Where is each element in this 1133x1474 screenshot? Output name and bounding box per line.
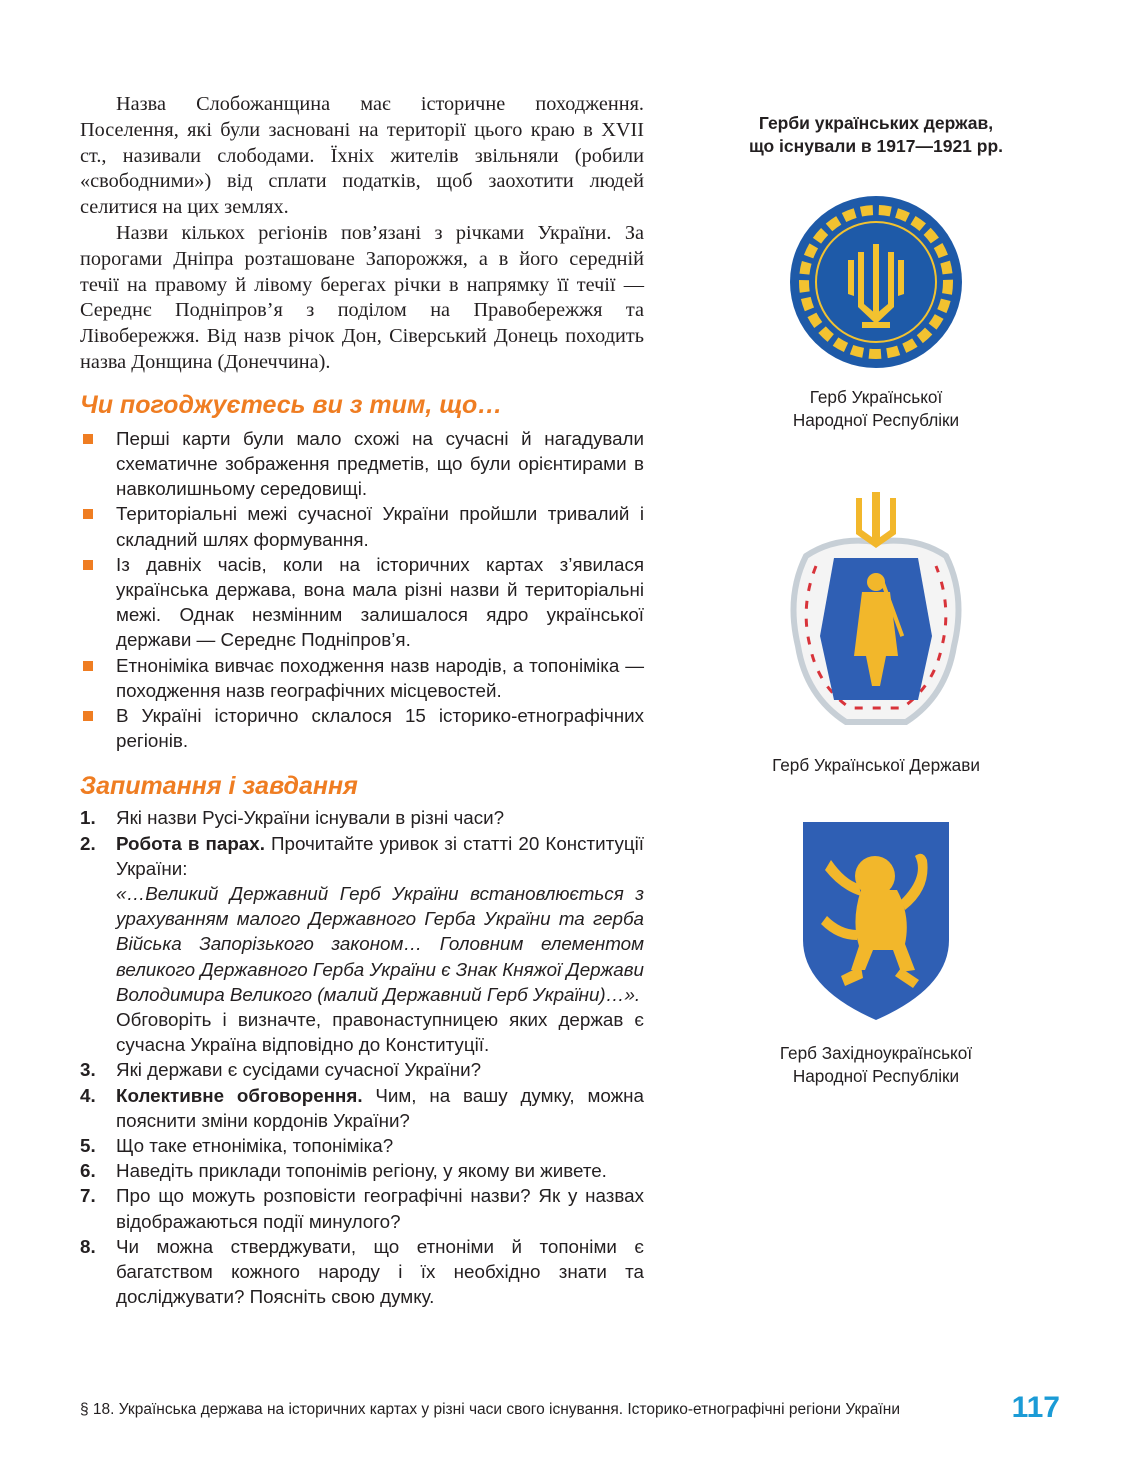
- question-item: 4. Колективне обговорення. Чим, на вашу думку, можна пояснити зміни кордонів України?: [80, 1084, 644, 1131]
- unr-emblem-caption: Герб Української Народної Республіки: [792, 387, 960, 430]
- square-bullet-icon: [83, 560, 93, 570]
- ukrainian-state-emblem-figure: [718, 486, 1034, 777]
- questions-heading: Запитання і завдання: [80, 772, 358, 801]
- zunr-emblem-caption: Герб Західноукраїнської Народної Республіки: [779, 1043, 973, 1086]
- zunr-emblem-figure: [718, 820, 1034, 1087]
- list-item: Територіальні межі сучасної України пройшли тривалий і складний шлях формування.: [80, 501, 644, 551]
- intro-text: [80, 92, 644, 376]
- question-item: 2. Робота в парах. Прочитайте уривок зі статті 20 Конституції України: «…Великий Державний Герб України встановлюється з урахуванням малого Державного Герба України та герба Війська Запорізького законом… Головним елементом великого Державного Герба України є Знак Княжої Держави Володимира Великого (малий Державний Герб України)…». Обговоріть і визначте, правонаступницею яких держав є сучасна Україна відповідно до Конституції.: [80, 832, 644, 1056]
- square-bullet-icon: [83, 509, 93, 519]
- list-item: Перші карти були мало схожі на сучасні й нагадували схематичне зображення предметів, що були орієнтирами в навколишньому середовищі.: [80, 426, 644, 502]
- agree-heading: Чи погоджуєтесь ви з тим, що…: [80, 390, 503, 419]
- intro-paragraph-1: Назва Слобожанщина має історичне походження. Поселення, які були засновані на території цього краю в XVII ст., називали слободами. Їхніх жителів звільняли (робили «свободними») від сплати податків, щоб заохотити людей селитися на цих землях.: [80, 93, 644, 219]
- question-item: 8. Чи можна стверджувати, що етноніми й топоніми є багатством кожного народу і їх необхідно знати та досліджувати? Поясніть свою думку.: [80, 1235, 644, 1308]
- agree-list: [80, 426, 644, 754]
- ukrainian-state-emblem-icon: [776, 486, 976, 730]
- main-column: [80, 92, 644, 1309]
- constitution-quote: «…Великий Державний Герб України встановлюється з урахуванням малого Державного Герба України та герба Війська Запорізького законом… Головним елементом великого Державного Герба України є Знак Княжої Держави Володимира Великого (малий Державний Герб України)…».: [116, 883, 644, 1005]
- question-item: 3. Які держави є сусідами сучасної України?: [80, 1059, 482, 1081]
- unr-emblem-icon: [788, 194, 964, 370]
- lion-emblem-icon: [801, 820, 951, 1022]
- sidebar-title: Герби українських держав, що існували в 1917—1921 рр.: [748, 113, 1004, 156]
- footer-chapter-title: § 18. Українська держава на історичних картах у різні часи свого існування. Історико-етнографічні регіони України: [80, 1401, 901, 1418]
- list-item: Із давніх часів, коли на історичних картах з’явилася українська держава, вона мала різні назви й територіальні межі. Однак незмінним залишалося ядро української держави — Середнє Подніпров’я.: [80, 552, 644, 653]
- questions-list: [80, 805, 644, 1309]
- square-bullet-icon: [83, 711, 93, 721]
- square-bullet-icon: [83, 434, 93, 444]
- question-item: 1. Які назви Русі-України існували в різні часи?: [80, 807, 505, 829]
- question-item: 5. Що таке етноніміка, топоніміка?: [80, 1135, 394, 1157]
- unr-emblem-figure: [718, 194, 1034, 431]
- sidebar: [718, 112, 1034, 1086]
- square-bullet-icon: [83, 661, 93, 671]
- intro-paragraph-2: Назви кількох регіонів пов’язані з річками України. За порогами Дніпра розташоване Запорожжя, а в його середній течії на правому й лівому берегах річки в напрямку її течії — Середнє Подніпров’я з поділом на Правобережжя та Лівобережжя. Від назв річок Дон, Сіверський Донець походить назва Донщина (Донеччина).: [80, 221, 644, 373]
- ukrainian-state-emblem-caption: Герб Української Держави: [772, 755, 980, 775]
- question-item: 7. Про що можуть розповісти географічні назви? Як у назвах відображаються події минулого?: [80, 1185, 644, 1232]
- list-item: Етноніміка вивчає походження назв народів, а топоніміка — походження назв географічних місцевостей.: [80, 653, 644, 703]
- list-item: В Україні історично склалося 15 історико-етнографічних регіонів.: [80, 703, 644, 753]
- page-number: 117: [1011, 1391, 1060, 1424]
- page-footer: [80, 1391, 1060, 1426]
- question-item: 6. Наведіть приклади топонімів регіону, у якому ви живете.: [80, 1160, 607, 1182]
